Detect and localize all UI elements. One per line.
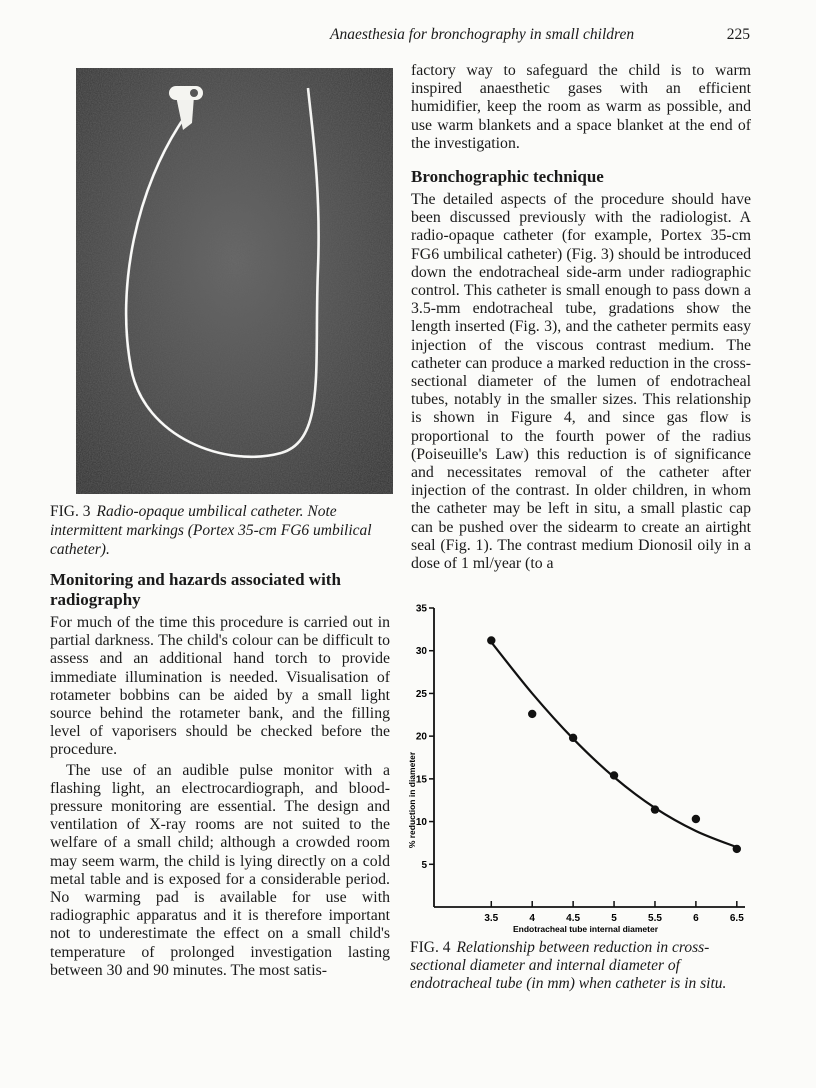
x-tick-label: 5.5 [648, 913, 662, 924]
figure-4-caption-text: Relationship between reduction in cross-sectional diameter and internal diameter of endotracheal tube (in mm) when catheter is in situ. [410, 939, 727, 992]
data-point [569, 734, 577, 742]
figure-3-label: FIG. 3 [50, 503, 91, 520]
figure-4-chart [405, 600, 765, 935]
y-tick-label: 30 [415, 646, 427, 658]
paragraph-continuation: factory way to safeguard the child is to warm inspired anaesthetic gases with an efficient humidifier, keep the room as warm as possible, and use warm blankets and a space blanket at the end of the investigation. [411, 62, 751, 152]
x-tick-label: 6 [693, 913, 699, 924]
paragraph-bronchographic: The detailed aspects of the procedure should have been discussed previously with the radiologist. A radio-opaque catheter (for example, Portex 35-cm FG6 umbilical catheter) (Fig. 3) should be introduced down the endotracheal side-arm under radiographic control. This catheter is small enough to pass down a 3.5-mm endotracheal tube, gradations show the length inserted (Fig. 3), and the catheter permits easy injection of the viscous contrast medium. The catheter can produce a marked reduction in the cross-sectional diameter of the lumen of endotracheal tubes, notably in the smaller sizes. This relationship is shown in Figure 4, and since gas flow is proportional to the fourth power of the radius (Poiseuille's Law) this reduction is of significance and necessitates removal of the catheter after injection of the contrast. In older children, in whom the catheter may be left in situ, a small plastic cap can be pushed over the sidearm to create an airtight seal (Fig. 1). The contrast medium Dionosil oily in a dose of 1 ml/year (to a [411, 191, 751, 573]
page-header [330, 26, 750, 44]
data-point [692, 815, 700, 823]
catheter-photo-graphic [76, 68, 393, 494]
data-point [528, 710, 536, 718]
chart-canvas [405, 600, 765, 935]
paragraph-monitoring-2: The use of an audible pulse monitor with a flashing light, an electrocardiograph, and blood-pressure monitoring are essential. The design and ventilation of X-ray rooms are not suited to the welfare of a small child; although a crowded room may seem warm, the child is lying directly on a cold metal table and is exposed for a considerable period. No warming pad is available for use with radiographic apparatus and it is therefore important not to underestimate the effect on a small child's temperature of prolonged investigation lasting between 30 and 90 minutes. The most satis- [50, 761, 390, 979]
x-axis-label: Endotracheal tube internal diameter [513, 924, 659, 934]
y-tick-label: 20 [415, 731, 427, 743]
x-tick-label: 5 [611, 913, 617, 924]
x-tick-label: 4.5 [566, 913, 581, 924]
trend-curve [491, 642, 737, 847]
section-heading-bronchographic: Bronchographic technique [411, 167, 604, 187]
section-heading-monitoring: Monitoring and hazards associated with radiography [50, 570, 341, 609]
data-point [487, 636, 495, 644]
figure-3-caption-text: Radio-opaque umbilical catheter. Note intermittent markings (Portex 35-cm FG6 umbilical catheter). [50, 503, 372, 558]
x-tick-label: 4 [529, 913, 535, 924]
paragraph-monitoring-1: For much of the time this procedure is carried out in partial darkness. The child's colour can be difficult to assess and an additional hand torch to provide immediate illumination is needed. Visualisation of rotameter bobbins can be aided by a small light source behind the rotameter bank, and the filling level of vaporisers should be checked before the procedure. [50, 614, 390, 759]
y-tick-label: 15 [415, 774, 427, 786]
x-tick-label: 3.5 [484, 913, 499, 924]
y-tick-label: 25 [415, 688, 427, 700]
figure-3-caption [50, 502, 395, 559]
figure-4-caption [410, 939, 750, 993]
data-point [651, 805, 659, 813]
running-title: Anaesthesia for bronchography in small children [330, 26, 635, 43]
page-number: 225 [726, 26, 750, 43]
y-axis-label: % reduction in diameter [407, 751, 417, 849]
right-column [411, 62, 751, 573]
x-tick-label: 6.5 [729, 913, 744, 924]
figure-3-photo [76, 68, 393, 494]
data-point [733, 845, 741, 853]
figure-4-label: FIG. 4 [410, 939, 451, 956]
left-column [50, 570, 390, 980]
y-tick-label: 10 [415, 817, 427, 829]
data-point [610, 771, 618, 779]
y-tick-label: 5 [421, 859, 427, 871]
y-tick-label: 35 [415, 603, 427, 615]
